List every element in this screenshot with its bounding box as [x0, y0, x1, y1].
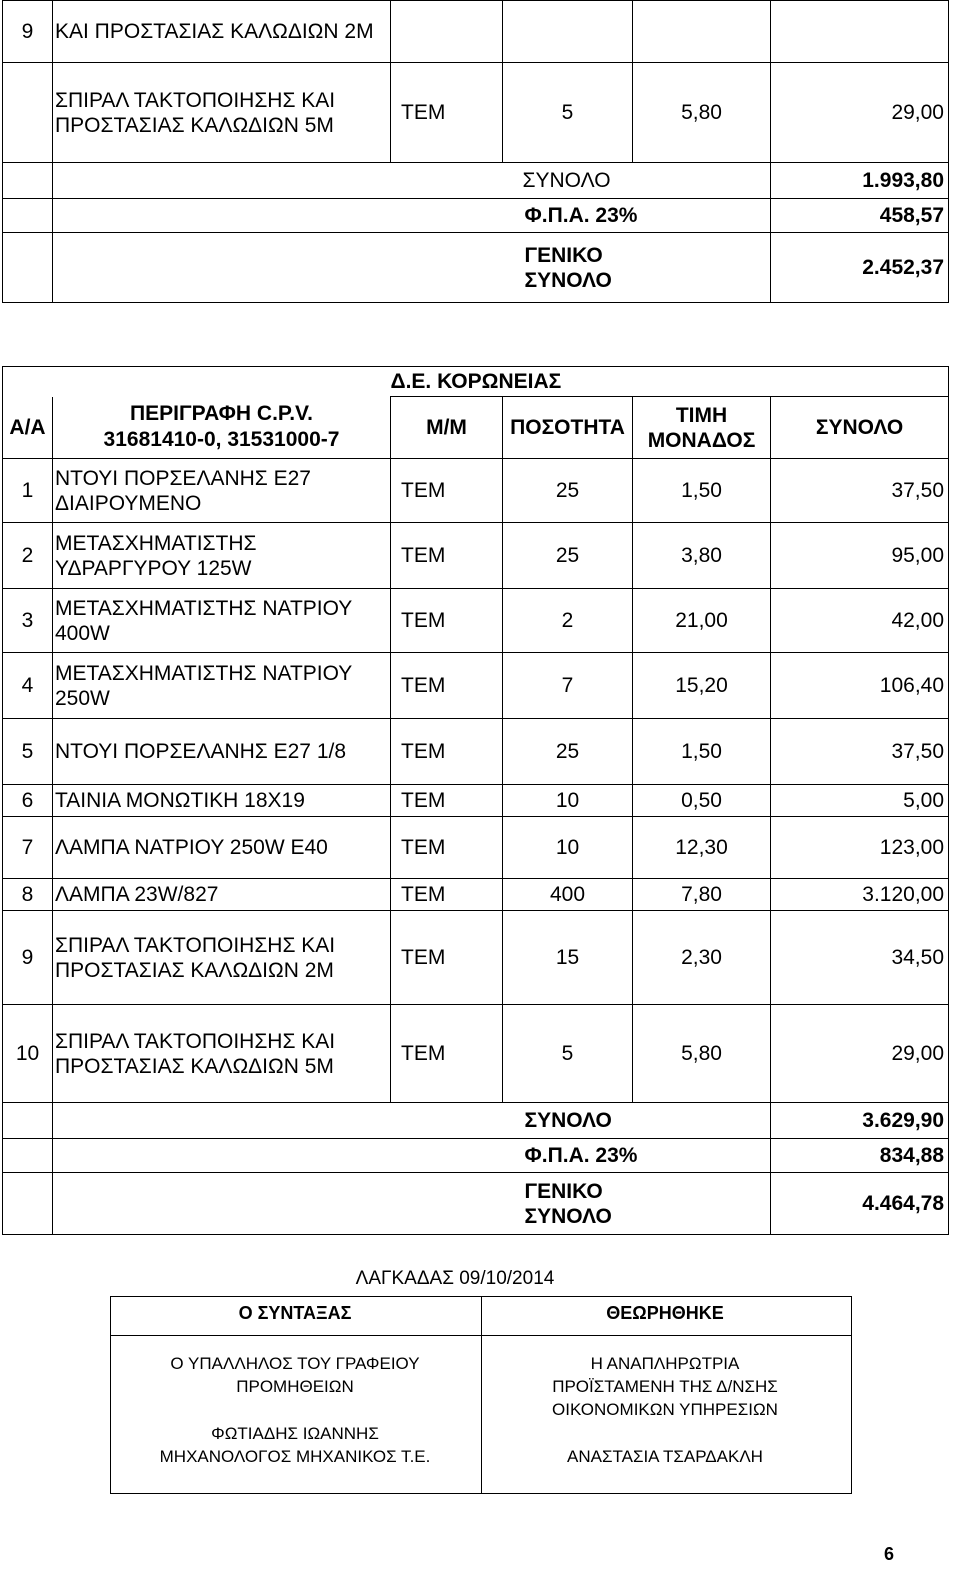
place-date: ΛΑΓΚΑΔΑΣ 09/10/2014 — [355, 1268, 555, 1289]
row-unit-price: 0,50 — [633, 785, 771, 817]
item-quantity: 5 — [503, 63, 633, 163]
item-description: ΚΑΙ ΠΡΟΣΤΑΣΙΑΣ ΚΑΛΩΔΙΩΝ 2Μ — [53, 1, 391, 63]
row-quantity: 400 — [503, 879, 633, 911]
row-description: ΝΤΟΥΙ ΠΟΡΣΕΛΑΝΗΣ Ε27 1/8 — [53, 719, 391, 785]
signature-left-title: Ο ΣΥΝΤΑΞΑΣ — [238, 1303, 352, 1323]
grand-total-value: 2.452,37 — [771, 233, 949, 303]
item-price: 5,80 — [633, 63, 771, 163]
table-row — [3, 911, 949, 1005]
row-quantity: 2 — [503, 589, 633, 653]
col-header-total: ΣΥΝΟΛΟ — [771, 397, 949, 459]
table-row — [3, 817, 949, 879]
row-quantity: 10 — [503, 817, 633, 879]
row-number: 3 — [3, 589, 53, 653]
col-header-description — [53, 397, 391, 459]
row-total: 42,00 — [771, 589, 949, 653]
signature-left-block — [110, 1352, 480, 1468]
table-row — [3, 785, 949, 817]
row-description: ΛΑΜΠΑ ΝΑΤΡΙΟΥ 250W Ε40 — [53, 817, 391, 879]
row-unit: ΤΕΜ — [391, 879, 503, 911]
row-total: 3.120,00 — [771, 879, 949, 911]
row-number: 2 — [3, 523, 53, 589]
table-row — [3, 1005, 949, 1103]
row-quantity: 7 — [503, 653, 633, 719]
grand-total-value: 4.464,78 — [771, 1173, 949, 1235]
row-unit: ΤΕΜ — [391, 653, 503, 719]
row-total: 123,00 — [771, 817, 949, 879]
row-number: 1 — [3, 459, 53, 523]
col-header-unit-price: ΤΙΜΗ ΜΟΝΑΔΟΣ — [633, 397, 771, 459]
organization-title: Δ.Ε. ΚΟΡΩΝΕΙΑΣ — [391, 367, 949, 397]
col-header-aa: Α/Α — [3, 397, 53, 459]
row-unit-price: 21,00 — [633, 589, 771, 653]
summary-row — [3, 199, 949, 233]
summary-row — [3, 1173, 949, 1235]
row-description: ΜΕΤΑΣΧΗΜΑΤΙΣΤΗΣ ΥΔΡΑΡΓΥΡΟΥ 125W — [53, 523, 391, 589]
signature-left-role: ΜΗΧΑΝΟΛΟΓΟΣ ΜΗΧΑΝΙΚΟΣ Τ.Ε. — [159, 1447, 431, 1466]
row-unit: ΤΕΜ — [391, 719, 503, 785]
row-quantity: 25 — [503, 719, 633, 785]
col-header-description-line1: ΠΕΡΙΓΡΑΦΗ C.P.V. — [130, 402, 313, 426]
signature-right-title: ΘΕΩΡΗΘΗΚΕ — [606, 1303, 724, 1323]
row-unit-price: 1,50 — [633, 459, 771, 523]
col-header-quantity: ΠΟΣΟΤΗΤΑ — [503, 397, 633, 459]
signature-left-name: ΦΩΤΙΑΔΗΣ ΙΩΑΝΝΗΣ — [211, 1424, 379, 1443]
item-total: 29,00 — [771, 63, 949, 163]
row-number: 7 — [3, 817, 53, 879]
vat-label: Φ.Π.Α. 23% — [523, 1139, 661, 1173]
row-unit-price: 3,80 — [633, 523, 771, 589]
signature-right-line3: ΟΙΚΟΝΟΜΙΚΩΝ ΥΠΗΡΕΣΙΩΝ — [552, 1400, 778, 1419]
row-description: ΣΠΙΡΑΛ ΤΑΚΤΟΠΟΙΗΣΗΣ ΚΑΙ ΠΡΟΣΤΑΣΙΑΣ ΚΑΛΩΔΙΩΝ 2Μ — [53, 911, 391, 1005]
row-unit: ΤΕΜ — [391, 911, 503, 1005]
row-total: 34,50 — [771, 911, 949, 1005]
col-header-description-line2: 31681410-0, 31531000-7 — [103, 428, 340, 452]
org-header-row — [3, 367, 949, 397]
summary-row — [3, 233, 949, 303]
table-row — [3, 589, 949, 653]
table-row — [3, 719, 949, 785]
vat-label: Φ.Π.Α. 23% — [523, 199, 661, 233]
summary-row — [3, 1139, 949, 1173]
row-quantity: 15 — [503, 911, 633, 1005]
row-unit: ΤΕΜ — [391, 785, 503, 817]
vat-value: 458,57 — [771, 199, 949, 233]
signature-right-block — [480, 1352, 850, 1468]
row-quantity: 10 — [503, 785, 633, 817]
row-unit: ΤΕΜ — [391, 1005, 503, 1103]
grand-total-label: ΓΕΝΙΚΟ ΣΥΝΟΛΟ — [523, 233, 661, 303]
sum-label: ΣΥΝΟΛΟ — [523, 1103, 661, 1139]
signature-right-name: ΑΝΑΣΤΑΣΙΑ ΤΣΑΡΔΑΚΛΗ — [567, 1447, 763, 1466]
summary-row — [3, 163, 949, 199]
row-unit-price: 1,50 — [633, 719, 771, 785]
row-quantity: 25 — [503, 459, 633, 523]
signature-left-line1: Ο ΥΠΑΛΛΗΛΟΣ ΤΟΥ ΓΡΑΦΕΙΟΥ — [170, 1354, 420, 1373]
row-total: 29,00 — [771, 1005, 949, 1103]
column-header-row — [3, 397, 949, 459]
row-description: ΣΠΙΡΑΛ ΤΑΚΤΟΠΟΙΗΣΗΣ ΚΑΙ ΠΡΟΣΤΑΣΙΑΣ ΚΑΛΩΔΙΩΝ 5Μ — [53, 1005, 391, 1103]
table-row — [3, 523, 949, 589]
row-description: ΤΑΙΝΙΑ ΜΟΝΩΤΙΚΗ 18Χ19 — [53, 785, 391, 817]
page-number: 6 — [884, 1544, 895, 1564]
row-unit-price: 2,30 — [633, 911, 771, 1005]
row-number: 5 — [3, 719, 53, 785]
table-row — [3, 879, 949, 911]
row-unit-price: 15,20 — [633, 653, 771, 719]
row-unit: ΤΕΜ — [391, 459, 503, 523]
item-description: ΣΠΙΡΑΛ ΤΑΚΤΟΠΟΙΗΣΗΣ ΚΑΙ ΠΡΟΣΤΑΣΙΑΣ ΚΑΛΩΔΙΩΝ 5Μ — [53, 63, 391, 163]
row-number: 4 — [3, 653, 53, 719]
table-row — [3, 653, 949, 719]
row-total: 37,50 — [771, 459, 949, 523]
row-unit: ΤΕΜ — [391, 817, 503, 879]
row-total: 106,40 — [771, 653, 949, 719]
row-description: ΜΕΤΑΣΧΗΜΑΤΙΣΤΗΣ ΝΑΤΡΙΟΥ 400W — [53, 589, 391, 653]
table-row — [3, 459, 949, 523]
grand-total-label: ΓΕΝΙΚΟ ΣΥΝΟΛΟ — [523, 1173, 661, 1235]
sum-value: 3.629,90 — [771, 1103, 949, 1139]
row-total: 95,00 — [771, 523, 949, 589]
table-row — [3, 1, 949, 63]
sum-label: ΣΥΝΟΛΟ — [513, 163, 651, 199]
signature-right-line1: Η ΑΝΑΠΛΗΡΩΤΡΙΑ — [590, 1354, 740, 1373]
row-number: 10 — [3, 1005, 53, 1103]
col-header-unit: Μ/Μ — [391, 397, 503, 459]
row-quantity: 25 — [503, 523, 633, 589]
row-description: ΜΕΤΑΣΧΗΜΑΤΙΣΤΗΣ ΝΑΤΡΙΟΥ 250W — [53, 653, 391, 719]
row-description: ΛΑΜΠΑ 23W/827 — [53, 879, 391, 911]
vat-value: 834,88 — [771, 1139, 949, 1173]
signature-left-line2: ΠΡΟΜΗΘΕΙΩΝ — [236, 1377, 354, 1396]
row-total: 37,50 — [771, 719, 949, 785]
row-quantity: 5 — [503, 1005, 633, 1103]
item-unit: ΤΕΜ — [391, 63, 503, 163]
row-unit: ΤΕΜ — [391, 589, 503, 653]
top-continuation-table — [2, 0, 949, 303]
summary-row — [3, 1103, 949, 1139]
item-number: 9 — [3, 1, 53, 63]
sum-value: 1.993,80 — [771, 163, 949, 199]
row-number: 9 — [3, 911, 53, 1005]
row-description: ΝΤΟΥΙ ΠΟΡΣΕΛΑΝΗΣ Ε27 ΔΙΑΙΡΟΥΜΕΝΟ — [53, 459, 391, 523]
price-table — [2, 366, 949, 1235]
table-row — [3, 63, 949, 163]
row-unit-price: 12,30 — [633, 817, 771, 879]
row-number: 8 — [3, 879, 53, 911]
row-number: 6 — [3, 785, 53, 817]
row-unit-price: 5,80 — [633, 1005, 771, 1103]
row-unit: ΤΕΜ — [391, 523, 503, 589]
row-unit-price: 7,80 — [633, 879, 771, 911]
signature-right-line2: ΠΡΟΪΣΤΑΜΕΝΗ ΤΗΣ Δ/ΝΣΗΣ — [552, 1377, 778, 1396]
row-total: 5,00 — [771, 785, 949, 817]
